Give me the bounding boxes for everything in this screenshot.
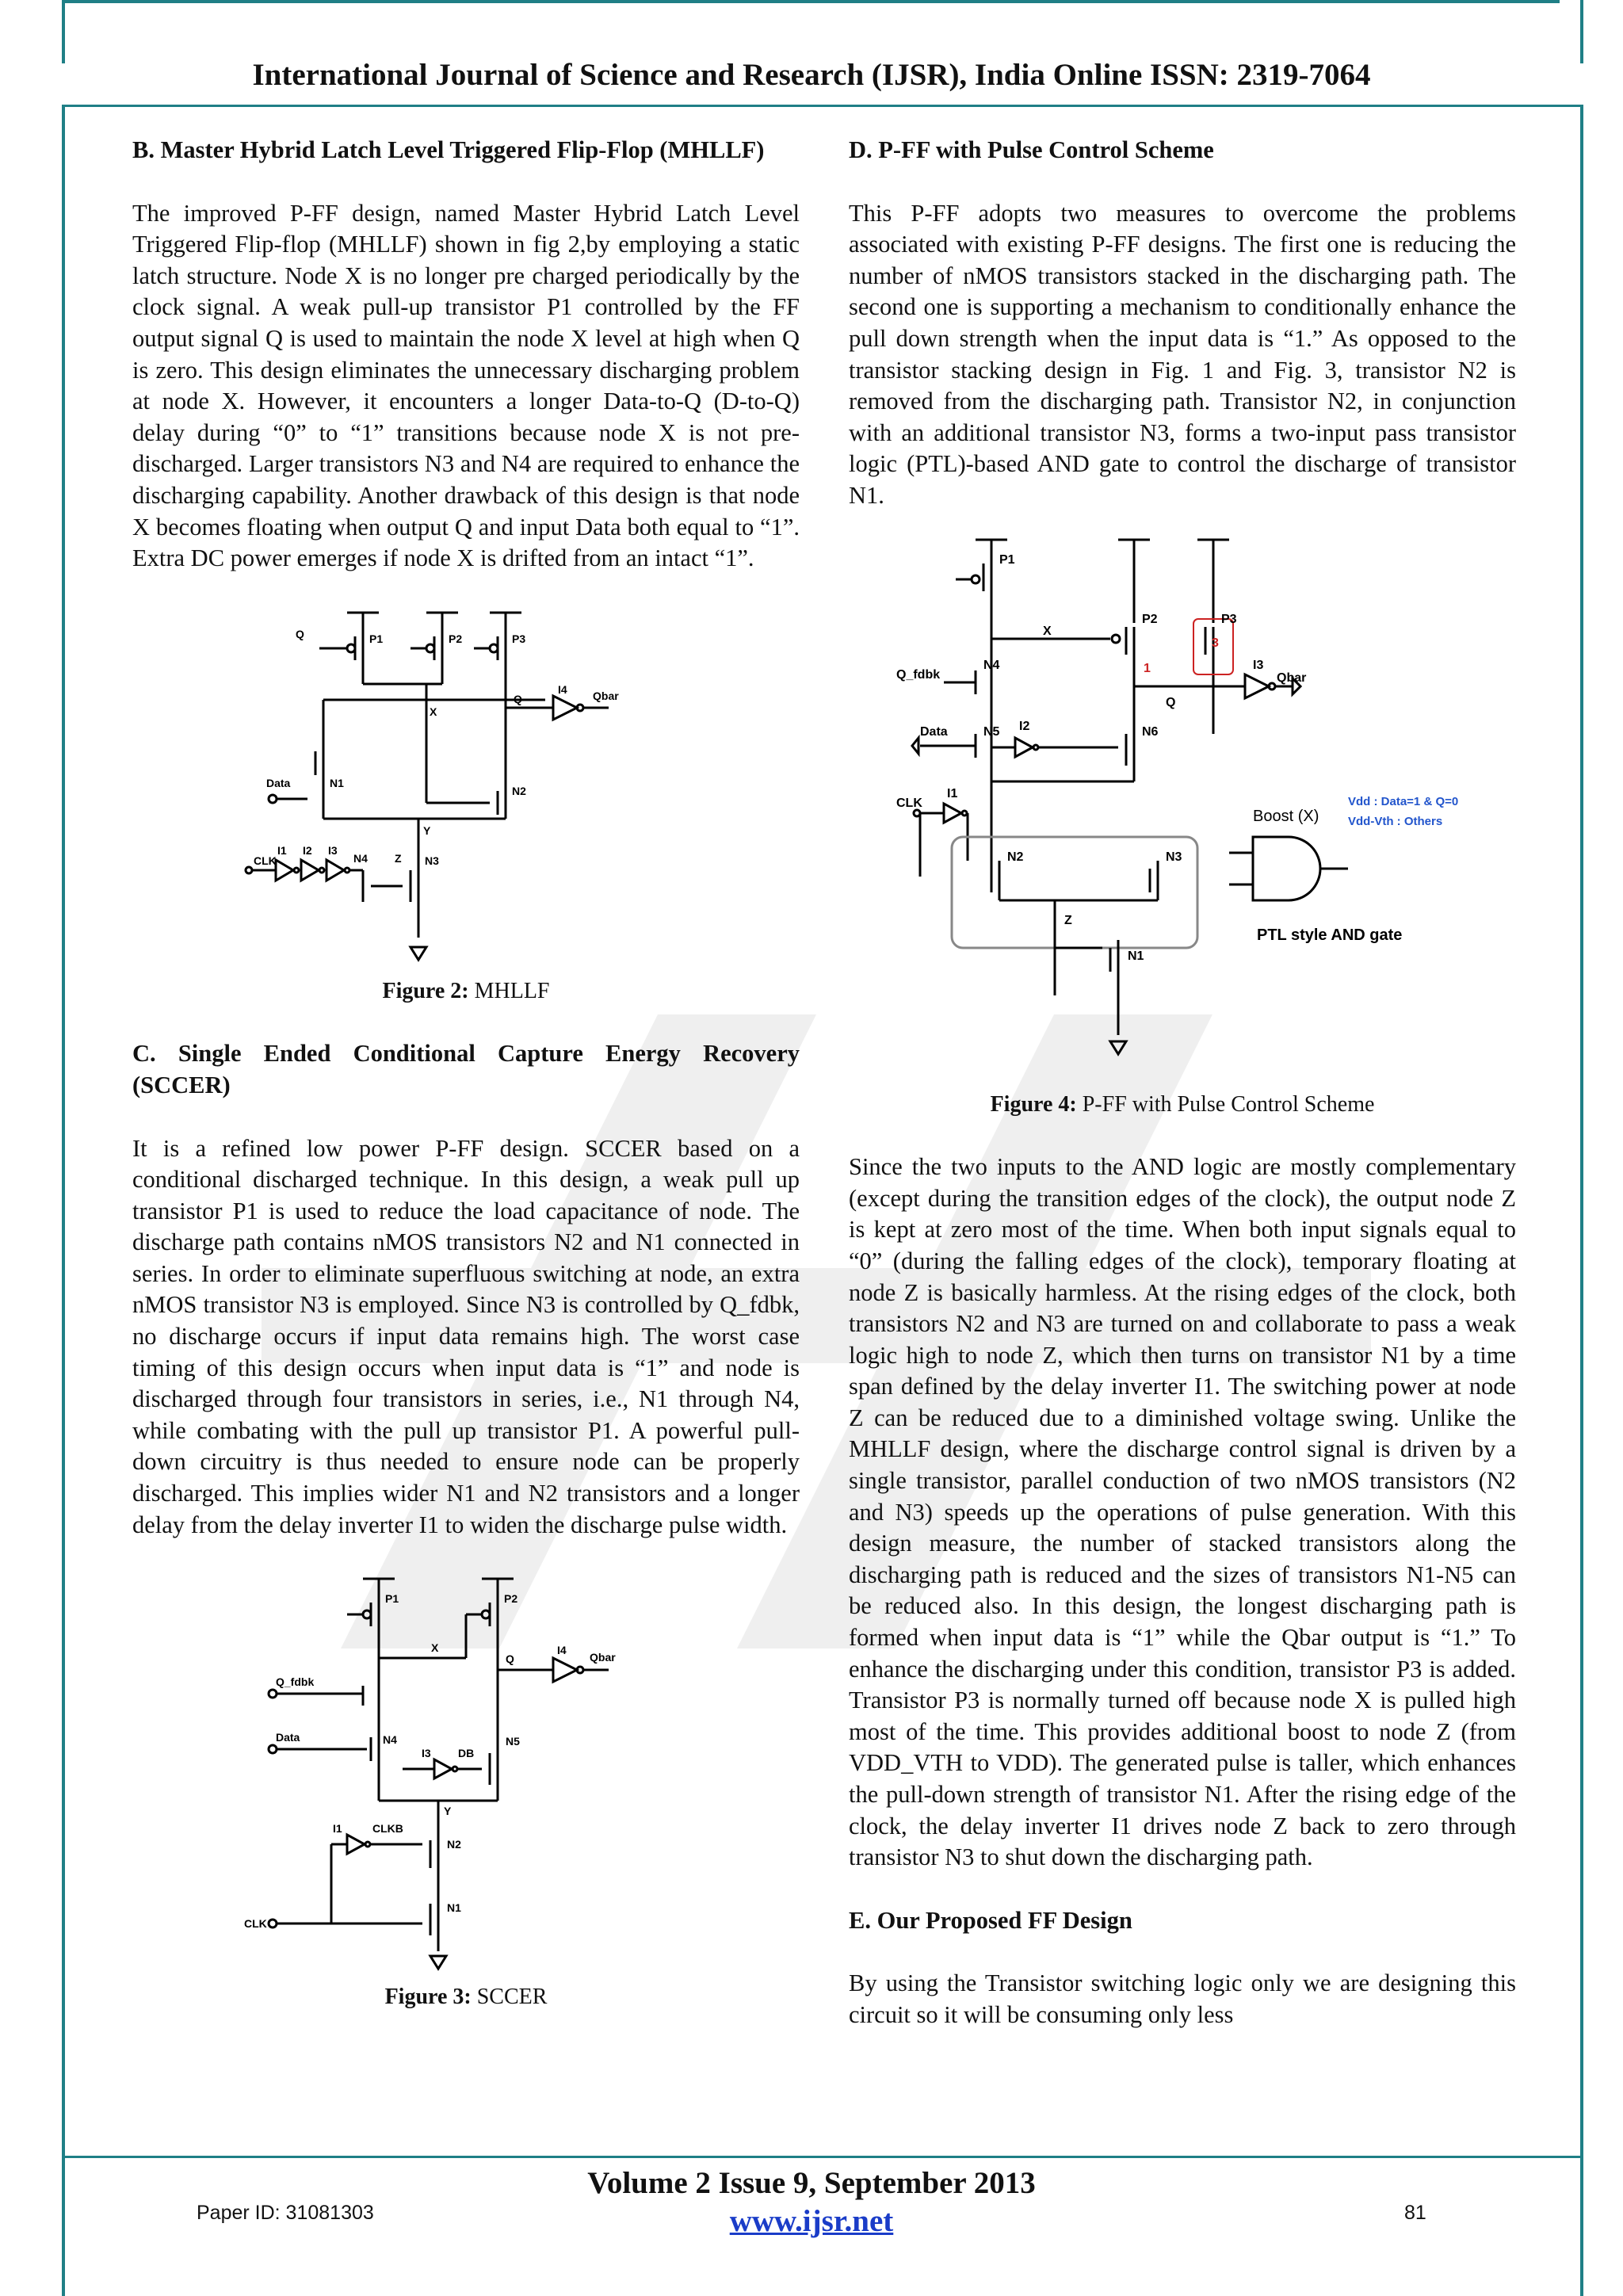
footer-paper-id: Paper ID: 31081303 — [197, 2202, 374, 2224]
fig4-data-label: Data — [920, 724, 948, 739]
fig3-p2-label: P2 — [504, 1592, 518, 1606]
fig3-clkb-label: CLKB — [372, 1822, 403, 1836]
section-e-text: By using the Transistor switching logic only we are designing this circuit so it will be consuming only less — [849, 1969, 1516, 2028]
fig2-p3-label: P3 — [512, 632, 526, 645]
section-d-text: This P-FF adopts two measures to overcome the problems associated with existing P-FF designs. The first one is reducing the number of nMOS transistors stacked in the discharging path. The second one is supporting a mechanism to conditionally enhance the pull down strength when the input data is “1.” As opposed to the transistor stacking design in Fig. 1 and Fig. 3, transistor N2 is removed from the discharging path. Transistor N2, in conjunction with an additional transistor N3, forms a two-input pass transistor logic (PTL)-based AND gate to control the discharge of transistor N1. — [849, 199, 1516, 509]
fig4-p3-highlight-number: 3 — [1212, 636, 1219, 650]
fig2-z-label: Z — [395, 851, 402, 865]
footer-page-number: 81 — [1404, 2202, 1426, 2224]
fig2-i1-label: I1 — [277, 843, 287, 857]
fig4-ptl-label: PTL style AND gate — [1257, 926, 1403, 944]
journal-header: International Journal of Science and Research (IJSR), India Online ISSN: 2319-7064 — [252, 58, 1371, 92]
fig2-i4-label: I4 — [558, 682, 567, 696]
fig3-x-label: X — [431, 1641, 439, 1655]
fig3-p1-label: P1 — [385, 1592, 399, 1606]
fig4-x-label: X — [1043, 624, 1052, 638]
fig2-n4-label: N4 — [353, 851, 368, 865]
footer-volume: Volume 2 Issue 9, September 2013 — [587, 2166, 1036, 2200]
figure-3-sccer-schematic — [244, 1563, 688, 1975]
figure-4-caption — [849, 1089, 1516, 1121]
fig4-qfdbk-label: Q_fdbk — [896, 667, 941, 682]
fig4-qbar-label: Qbar — [1277, 670, 1307, 685]
section-d-text-2: Since the two inputs to the AND logic are mostly complementary (except during the transition edges of the clock), the output node Z is kept at zero most of the time. When both input signals equal to “0” (during the falling edges of the clock), temporary floating at node Z is basically harmless. At the rising edges of the clock, both transistors N2 and N3 are turned on and collaborate to pass a weak logic high to node Z, which then turns on transistor N1 by a time span defined by the delay inverter I1. The switching power at node Z can be reduced due to a diminished voltage swing. Unlike the MHLLF design, where the discharge control signal is driven by a single transistor, parallel conduction of two nMOS transistors (N2 and N3) speeds up the operations of pulse generation. With this design measure, the number of stacked transistors along the discharging path is reduced and the sizes of transistors N1-N5 can be reduced also. In this design, the longest discharging path is formed when input data is “1” while the Qbar output is “1.” To enhance the discharging under this condition, transistor P3 is added. Transistor P3 is normally turned off because node X is pulled high most of the time. This provides additional boost to node Z (from VDD_VTH to VDD). The generated pulse is taller, which enhances the pull-down strength of transistor N1. After the rising edge of the clock, the delay inverter I1 drives node Z back to zero through transistor N3 to shut down the discharging path. — [849, 1153, 1516, 1871]
fig2-n2-label: N2 — [512, 784, 526, 797]
fig2-n1-label: N1 — [330, 776, 344, 789]
fig4-p3-label: P3 — [1221, 612, 1237, 626]
figure-2-mhllf-schematic — [244, 597, 688, 969]
fig2-x-label: X — [430, 705, 437, 718]
fig3-i4-label: I4 — [557, 1644, 567, 1657]
fig4-n1-label: N1 — [1128, 949, 1144, 963]
fig2-clk-label: CLK — [254, 854, 277, 867]
section-b-title: B. Master Hybrid Latch Level Triggered Flip-Flop (MHLLF) — [132, 136, 765, 163]
figure-3-caption — [132, 1981, 800, 2013]
fig4-vdd-note-2: Vdd-Vth : Others — [1348, 814, 1443, 828]
fig2-q2-label: Q — [514, 692, 522, 705]
figure-2-label: Figure 2: — [382, 978, 469, 1003]
fig2-q-label: Q — [296, 627, 304, 640]
fig4-z-label: Z — [1064, 913, 1072, 927]
fig4-i1-label: I1 — [947, 786, 958, 800]
fig4-p2-highlight-number: 1 — [1144, 661, 1151, 675]
frame-left-upper — [62, 0, 65, 63]
fig4-n2-label: N2 — [1007, 850, 1024, 864]
fig3-qbar-label: Qbar — [590, 1651, 616, 1664]
fig4-n5-label: N5 — [983, 724, 1000, 739]
fig4-p2-label: P2 — [1142, 612, 1158, 626]
fig3-n4-label: N4 — [383, 1733, 397, 1747]
fig3-q-label: Q — [506, 1652, 514, 1666]
fig2-data-label: Data — [266, 776, 291, 789]
fig3-y-label: Y — [444, 1805, 452, 1818]
fig2-p1-label: P1 — [369, 632, 384, 645]
section-e-title: E. Our Proposed FF Design — [849, 1906, 1132, 1934]
section-b-text: The improved P-FF design, named Master Hybrid Latch Level Triggered Flip-flop (MHLLF) shown in fig 2,by employing a static latch structure. Node X is no longer pre charged periodically by the clock signal. A weak pull-up transistor P1 controlled by the FF output signal Q is used to maintain the node X level at high when Q is zero. This design eliminates the unnecessary discharging problem at node X. However, it encounters a longer Data-to-Q (D-to-Q) delay during “0” to “1” transitions because node X is not pre-discharged. Larger transistors N3 and N4 are required to enhance the discharging capability. Another drawback of this design is that node X becomes floating when output Q and input Data both equal to “1”. Extra DC power emerges if node X is drifted from an intact “1”. — [132, 199, 800, 572]
frame-top-rule — [65, 105, 1580, 107]
fig2-p2-label: P2 — [449, 632, 463, 645]
frame-right — [1580, 105, 1583, 2157]
frame-bottom-rule — [65, 2156, 1580, 2158]
fig4-p1-label: P1 — [999, 552, 1015, 567]
figure-4-title: P-FF with Pulse Control Scheme — [1082, 1091, 1375, 1117]
footer-website-link[interactable]: www.ijsr.net — [729, 2204, 894, 2238]
figure-3-title: SCCER — [476, 1985, 548, 2010]
fig3-n2-label: N2 — [447, 1838, 461, 1851]
fig4-clk-label: CLK — [896, 796, 922, 810]
section-d-title: D. P-FF with Pulse Control Scheme — [849, 136, 1214, 163]
section-c-title: C. Single Ended Conditional Capture Energy Recovery (SCCER) — [132, 1040, 800, 1098]
frame-right-upper — [1580, 0, 1583, 63]
left-column — [132, 135, 800, 2013]
fig3-i1-label: I1 — [333, 1822, 342, 1836]
fig3-n5-label: N5 — [506, 1735, 520, 1748]
fig4-vdd-note-1: Vdd : Data=1 & Q=0 — [1348, 794, 1459, 808]
fig2-qbar-label: Qbar — [593, 689, 619, 702]
fig2-y-label: Y — [423, 823, 431, 837]
figure-2-caption — [132, 976, 800, 1007]
figure-4-pff-schematic — [896, 528, 1499, 1083]
fig4-boost-label: Boost (X) — [1253, 807, 1319, 825]
fig4-i3-label: I3 — [1253, 658, 1264, 672]
fig3-qfdbk-label: Q_fdbk — [276, 1675, 315, 1689]
fig2-i2-label: I2 — [303, 843, 312, 857]
section-c-text: It is a refined low power P-FF design. SCCER based on a conditional discharged technique. In this design, a weak pull up transistor P1 is used to reduce the load capacitance of node. The discharge path contains nMOS transistors N2 and N1 connected in series. In order to eliminate superfluous switching at node, an extra nMOS transistor N3 is employed. Since N3 is controlled by Q_fdbk, no discharge occurs if input data remains high. The worst case timing of this design occurs when input data is “1” and node is discharged through four transistors in series, i.e., N1 through N4, while combating with the pull up transistor P1. A powerful pull-down circuitry is thus needed to ensure node can be properly discharged. This implies wider N1 and N2 transistors and a longer delay from the delay inverter I1 to widen the discharge pulse width. — [132, 1134, 800, 1538]
frame-top — [62, 0, 1560, 3]
fig4-n6-label: N6 — [1142, 724, 1159, 739]
fig3-db-label: DB — [458, 1747, 475, 1760]
fig3-n1-label: N1 — [447, 1901, 461, 1915]
right-column — [849, 135, 1516, 2031]
fig4-i2-label: I2 — [1019, 719, 1030, 733]
fig3-clk-label: CLK — [244, 1917, 267, 1931]
fig3-i3-label: I3 — [422, 1747, 431, 1760]
fig4-n3-label: N3 — [1166, 850, 1182, 864]
fig4-q-label: Q — [1166, 695, 1176, 709]
figure-4-label: Figure 4: — [990, 1091, 1077, 1117]
figure-3-label: Figure 3: — [384, 1985, 472, 2010]
fig4-n4-label: N4 — [983, 658, 1000, 672]
frame-left — [62, 105, 65, 2157]
figure-2-title: MHLLF — [474, 978, 550, 1003]
fig3-data-label: Data — [276, 1731, 300, 1744]
fig2-i3-label: I3 — [328, 843, 338, 857]
fig2-n3-label: N3 — [425, 854, 439, 867]
